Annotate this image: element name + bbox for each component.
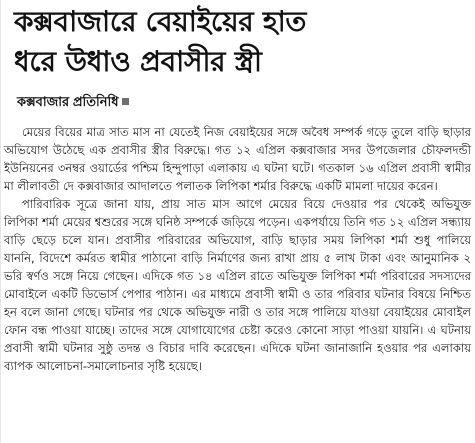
article-body [4, 123, 471, 375]
article-paragraph-1: মেয়ের বিয়ের মাত্র সাত মাস না যেতেই নিজ বেয়াইয়ের সঙ্গে অবৈধ সম্পর্ক গড়ে তুলে বাড়ি ছাড়ার অভিযোগ উঠেছে এক প্রবাসীর স্ত্রীর বিরুদ্ধে। গত ১২ এপ্রিল কক্সবাজার সদর উপজেলার চৌফলদন্ডী ইউনিয়নের ৩নম্বর ওয়ার্ডের পশ্চিম হিন্দুপাড়া এলাকায় এ ঘটনা ঘটে। গতকাল ১৬ এপ্রিল প্রবাসী স্বামীর মা লীলাবতী দে কক্সবাজার আদালতে পলাতক লিপিকা শর্মার বিরুদ্ধে একটি মামলা দায়ের করেন। [4, 125, 471, 193]
article-headline [14, 2, 462, 82]
clipping-left-edge [0, 0, 1, 443]
article-paragraph-2: পারিবারিক সূত্রে জানা যায়, প্রায় সাত মাস আগে মেয়ের বিয়ে দেওয়ার পর থেকেই অভিযুক্ত লিপিকা শর্মা মেয়ের শ্বশুরের সঙ্গে ঘনিষ্ঠ সম্পর্কে জড়িয়ে পড়েন। একপর্যায়ে তিনি গত ১২ এপ্রিল সন্ধ্যায় বাড়ি ছেড়ে চলে যান। প্রবাসীর পরিবারের অভিযোগ, বাড়ি ছাড়ার সময় লিপিকা শর্মা শুধু পালিয়ে যাননি, বিদেশে কর্মরত স্বামীর পাঠানো বাড়ি নির্মাণের জন্য রাখা প্রায় ৫ লাখ টাকা এবং আনুমানিক ২ ভরি স্বর্ণও সঙ্গে নিয়ে গেছেন। এদিকে গত ১৪ এপ্রিল রাতে অভিযুক্ত লিপিকা শর্মা পরিবারের সদস্যদের মোবাইলে একটি ডিভোর্স পেপার পাঠান। এর মাধ্যমে প্রবাসী স্বামী ও তার পরিবার ঘটনার বিষয়ে নিশ্চিত হন বলে জানা গেছে। ঘটনার পর থেকে অভিযুক্ত নারী ও তার সঙ্গে পালিয়ে যাওয়া বেয়াইয়ের মোবাইল ফোন বন্ধ পাওয়া যাচ্ছে। তাদের সঙ্গে যোগাযোগের চেষ্টা করেও কোনো সাড়া পাওয়া যায়নি। এ ঘটনায় প্রবাসী স্বামী ঘটনার সুষ্ঠু তদন্ত ও বিচার দাবি করেছেন। এদিকে ঘটনা জানাজানি হওয়ার পর এলাকায় ব্যাপক আলোচনা-সমালোচনার সৃষ্টি হয়েছে। [4, 197, 471, 373]
byline-square-icon [122, 98, 129, 105]
headline-line-1: কক্সবাজারে বেয়াইয়ের হাত [14, 5, 307, 38]
headline-line-2: ধরে উধাও প্রবাসীর স্ত্রী [14, 45, 262, 78]
byline-text: কক্সবাজার প্রতিনিধি [17, 94, 119, 109]
article-byline [17, 93, 129, 111]
